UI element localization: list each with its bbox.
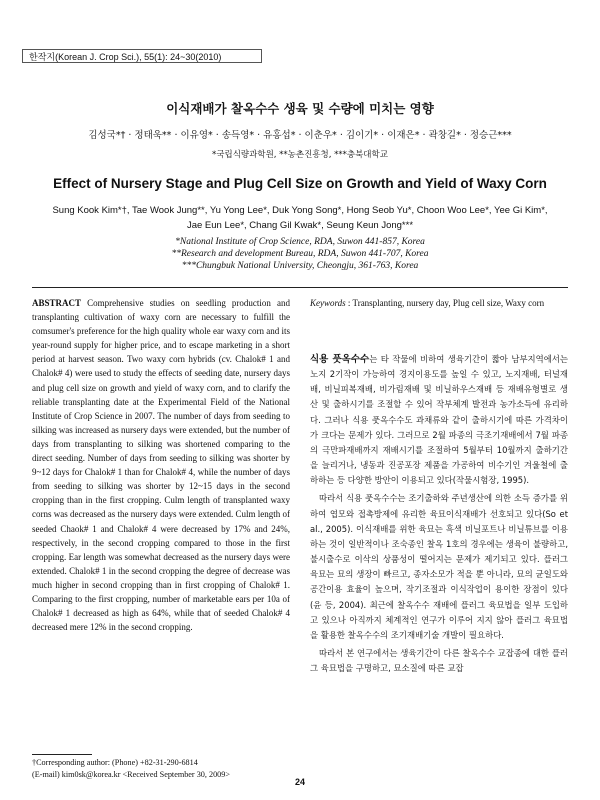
corresponding-author: †Corresponding author: (Phone) +82-31-290-6814 [32,758,198,767]
body-paragraph: 따라서 식용 풋옥수수는 조기출하와 주년생산에 의한 소득 증가를 위하여 엽모와 접촉방제에 유리한 육묘이식재배가 선호되고 있다(So et al., 2005). 이식재배를 위한 육묘는 흑색 비닐포트나 비닐튜브를 이용하는 것이 일반적이나 조숙종인 찰옥 1호의 경우에는 생육이 불량하고, 불시출수로 이삭의 상품성이 떨어지는 문제가 제기되고 있다. 플러그 육묘는 묘의 생장이 빠르고, 종자소모가 적을 뿐 아니라, 묘의 균일도와 공간이용 효율이 높으며, 작기조절과 이식작업이 용이한 장점이 있다(윤 등, 2004). 최근에 찰옥수수 재배에 플러그 육묘법을 일부 도입하고 있으나 아직까지 체계적인 연구가 이루어 지지 않아 플러그 육묘법을 활용한 찰옥수수의 조기재배기술 개발이 필요하다. [310,493,568,640]
korean-authors: 김성국*† · 정태욱** · 이유영* · 송득영* · 유홍섭* · 이춘우* · 김이기* · 이재은* · 곽창길* · 정승근*** [88,130,512,141]
journal-citation: 한작지(Korean J. Crop Sci.), 55(1): 24~30(2010) [22,49,262,63]
korean-title: 이식재배가 찰옥수수 생육 및 수량에 미치는 영향 [166,101,434,116]
footnote-divider [32,754,92,755]
english-authors-line: Jae Eun Lee*, Chang Gil Kwak*, Seung Keun Jong*** [186,220,414,231]
abstract [32,296,290,634]
affiliation-line: ***Chungbuk National University, Cheongju, 361-763, Korea [181,261,419,271]
page-number: 24 [294,777,305,787]
paragraph-text: 는 타 작물에 비하여 생육기간이 짧아 남부지역에서는 노지 2기작이 가능하여 경지이용도를 높일 수 있고, 노지재배, 터널재배, 비닐피복재배, 비가림재배 및 비닐하우스재배 등 재배유형별로 생산 및 출하시기를 조절할 수 있어 작부체계 발전과 농가소득에 유리하다. 그러나 식용 풋옥수수도 과채류와 같이 출하시기에 따른 가격차이가 크다는 문제가 있다. 그러므로 2월 파종의 극조기재배에서 7월 파종의 극만파재배까지 재배시기를 조절하여 5월부터 10월까지 출하기간을 늘리거나, 냉동과 진공포장 제품을 가공하여 비수기인 겨울철에 출하하는 등 다양한 방안이 이용되고 있다(작물시험장, 1995). [310,354,568,486]
abstract-text: Comprehensive studies on seedling production and transplanting cultivation of waxy corn are necessary to fulfill the comsumer's preference for the high quality whole ear waxy corn and its year-round supply for higher price, and to escape marketing in a short period at harvest season. Two waxy corn hybrids (cv. Chalok# 1 and Chalok# 4) were used to study the effects of seeding date, nursery days and plug cell size on growth and yield of waxy corn, and to clarify the reliable transplanting date at the Experimental Field of the National Institute of Crop Science in 2007. The number of days from seeding to silking was increased as nursery days were extended, but the number of days from transplanting to silking was shortened comparing to the direct seeding. Number of days from seeding to silking was shorter by 9~12 days for Chalok# 1 than for Chalok# 4, while the number of days from seeding to silking was shorter by 12~15 days in the second cropping than in the first cropping. Culm length of transplanted waxy corns was decreased as the nursery days were extended. Culm length of seeded Chaok# 1 and Chalok# 4 were decreased by 17% and 24%, respectively, in the second cropping compared to those in the first cropping. Ear length was somewhat decreased as the nursery days were extended. Chalok# 1 in the second cropping the degree of decrease was much higher in second cropping than in first cropping of Chalok# 1. Comparing to the first cropping, number of marketable ears per 10a of Chalok# 1 decreased as high as 64%, while that of seeded Chalok# 4 decreased mere 12% in the second cropping. [32,298,291,633]
keywords-label: Keywords [310,298,346,308]
korean-affiliation: *국립식량과학원, **농촌진흥청, ***충북대학교 [212,150,388,160]
abstract-label: ABSTRACT [32,298,82,308]
english-authors [50,203,550,233]
body-paragraph: 따라서 본 연구에서는 생육기간이 다른 찰옥수수 교잡종에 대한 플러그 육묘법을 구명하고, 묘소질에 따른 교잡 [310,647,568,674]
lead-phrase: 식용 풋옥수수 [310,354,370,365]
affiliation-line: *National Institute of Crop Science, RDA, Suwon 441-857, Korea [175,237,425,247]
english-affiliations [0,236,600,272]
header-divider [32,287,568,288]
keywords-text: : Transplanting, nursery day, Plug cell size, Waxy corn [347,298,545,308]
affiliation-line: **Research and development Bureau, RDA, Suwon 441-707, Korea [171,249,429,259]
english-title: Effect of Nursery Stage and Plug Cell Size on Growth and Yield of Waxy Corn [53,176,547,191]
body-paragraph [310,352,568,488]
english-authors-line: Sung Kook Kim*†, Tae Wook Jung**, Yu Yong Lee*, Duk Yong Song*, Hong Seob Yu*, Choon Woo Lee*, Yee Gi Kim*, [52,205,548,216]
korean-body [310,352,568,679]
contact-received: (E-mail) kim0sk@korea.kr <Received September 30, 2009> [32,770,230,779]
keywords [310,296,568,310]
